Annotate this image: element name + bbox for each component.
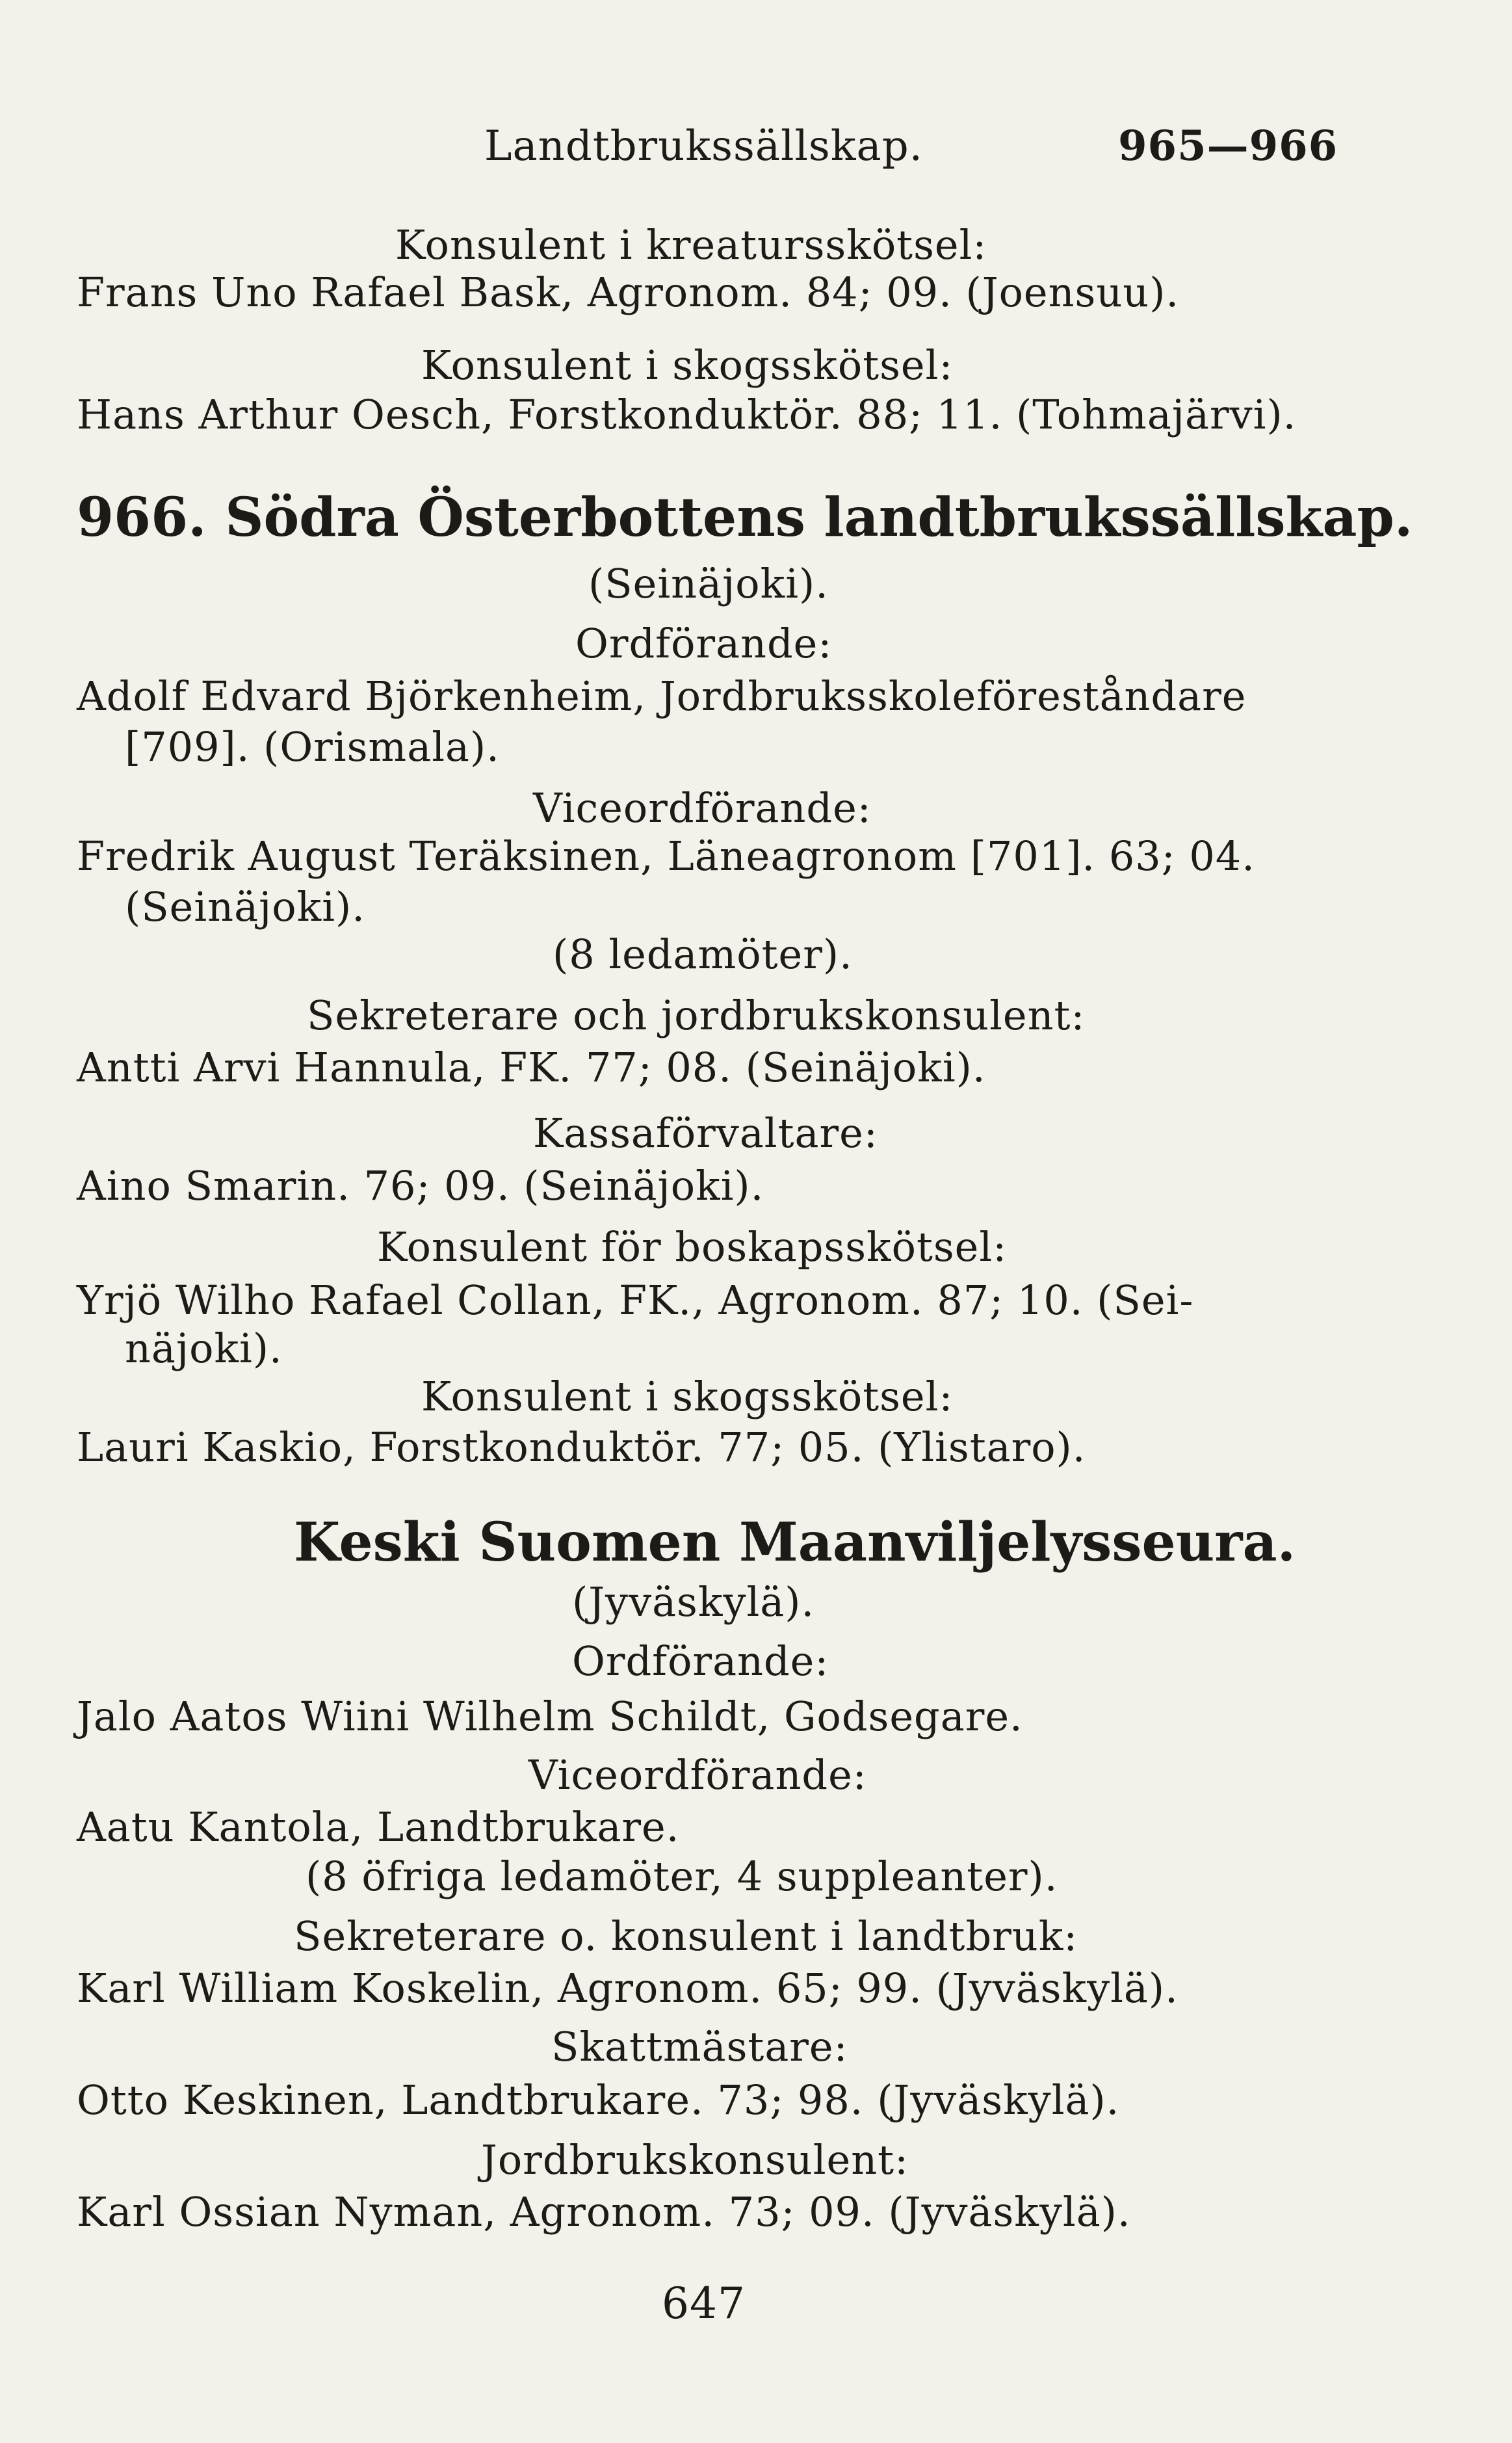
role-heading: Kassaförvaltare: [533,1109,878,1157]
member-entry: Aino Smarin. 76; 09. (Seinäjoki). [77,1162,764,1209]
section-location: (Jyväskylä). [572,1578,815,1626]
members-note: (8 ledamöter). [553,931,853,978]
member-entry: Frans Uno Rafael Bask, Agronom. 84; 09. (Joensuu). [77,269,1180,316]
section-heading: Keski Suomen Maanviljelysseura. [294,1511,1296,1574]
role-heading: Viceordförande: [528,1751,867,1799]
member-entry: Yrjö Wilho Rafael Collan, FK., Agronom. 87; 10. (Sei- [77,1276,1194,1324]
role-heading: Ordförande: [575,620,833,667]
member-entry: Otto Keskinen, Landtbrukare. 73; 98. (Jyväskylä). [77,2076,1120,2124]
role-heading: Viceordförande: [533,784,872,832]
member-entry-continuation: [709]. (Orismala). [125,723,500,771]
role-heading: Jordbrukskonsulent: [481,2136,909,2184]
role-heading: Ordförande: [572,1637,829,1685]
role-heading: Sekreterare o. konsulent i landtbruk: [294,1912,1078,1960]
member-entry: Adolf Edvard Björkenheim, Jordbruksskoleföreståndare [77,672,1247,720]
role-heading: Konsulent för boskapsskötsel: [377,1223,1008,1271]
members-note: (8 öfriga ledamöter, 4 suppleanter). [306,1853,1058,1900]
member-entry: Jalo Aatos Wiini Wilhelm Schildt, Godsegare. [77,1693,1023,1740]
member-entry: Antti Arvi Hannula, FK. 77; 08. (Seinäjoki). [77,1044,986,1091]
page-number: 647 [662,2278,746,2329]
member-entry: Lauri Kaskio, Forstkonduktör. 77; 05. (Ylistaro). [77,1423,1086,1471]
member-entry-continuation: näjoki). [125,1325,283,1372]
role-heading: Konsulent i skogsskötsel: [421,1373,954,1420]
role-heading: Skattmästare: [551,2023,848,2070]
member-entry: Karl Ossian Nyman, Agronom. 73; 09. (Jyväskylä). [77,2188,1131,2236]
role-heading: Sekreterare och jordbrukskonsulent: [307,992,1086,1039]
role-heading: Konsulent i kreatursskötsel: [395,221,987,269]
section-location: (Seinäjoki). [588,560,829,607]
member-entry: Karl William Koskelin, Agronom. 65; 99. (Jyväskylä). [77,1964,1179,2012]
member-entry: Aatu Kantola, Landtbrukare. [77,1803,680,1851]
member-entry: Fredrik August Teräksinen, Läneagronom [701]. 63; 04. [77,832,1255,880]
role-heading: Konsulent i skogsskötsel: [421,341,954,389]
member-entry: Hans Arthur Oesch, Forstkonduktör. 88; 11. (Tohmajärvi). [77,391,1297,438]
running-head-title: Landtbrukssällskap. [484,122,923,170]
section-heading: 966. Södra Österbottens landtbrukssällskap. [77,486,1413,549]
member-entry-continuation: (Seinäjoki). [125,883,365,931]
running-head-page-range: 965—966 [1118,122,1338,170]
